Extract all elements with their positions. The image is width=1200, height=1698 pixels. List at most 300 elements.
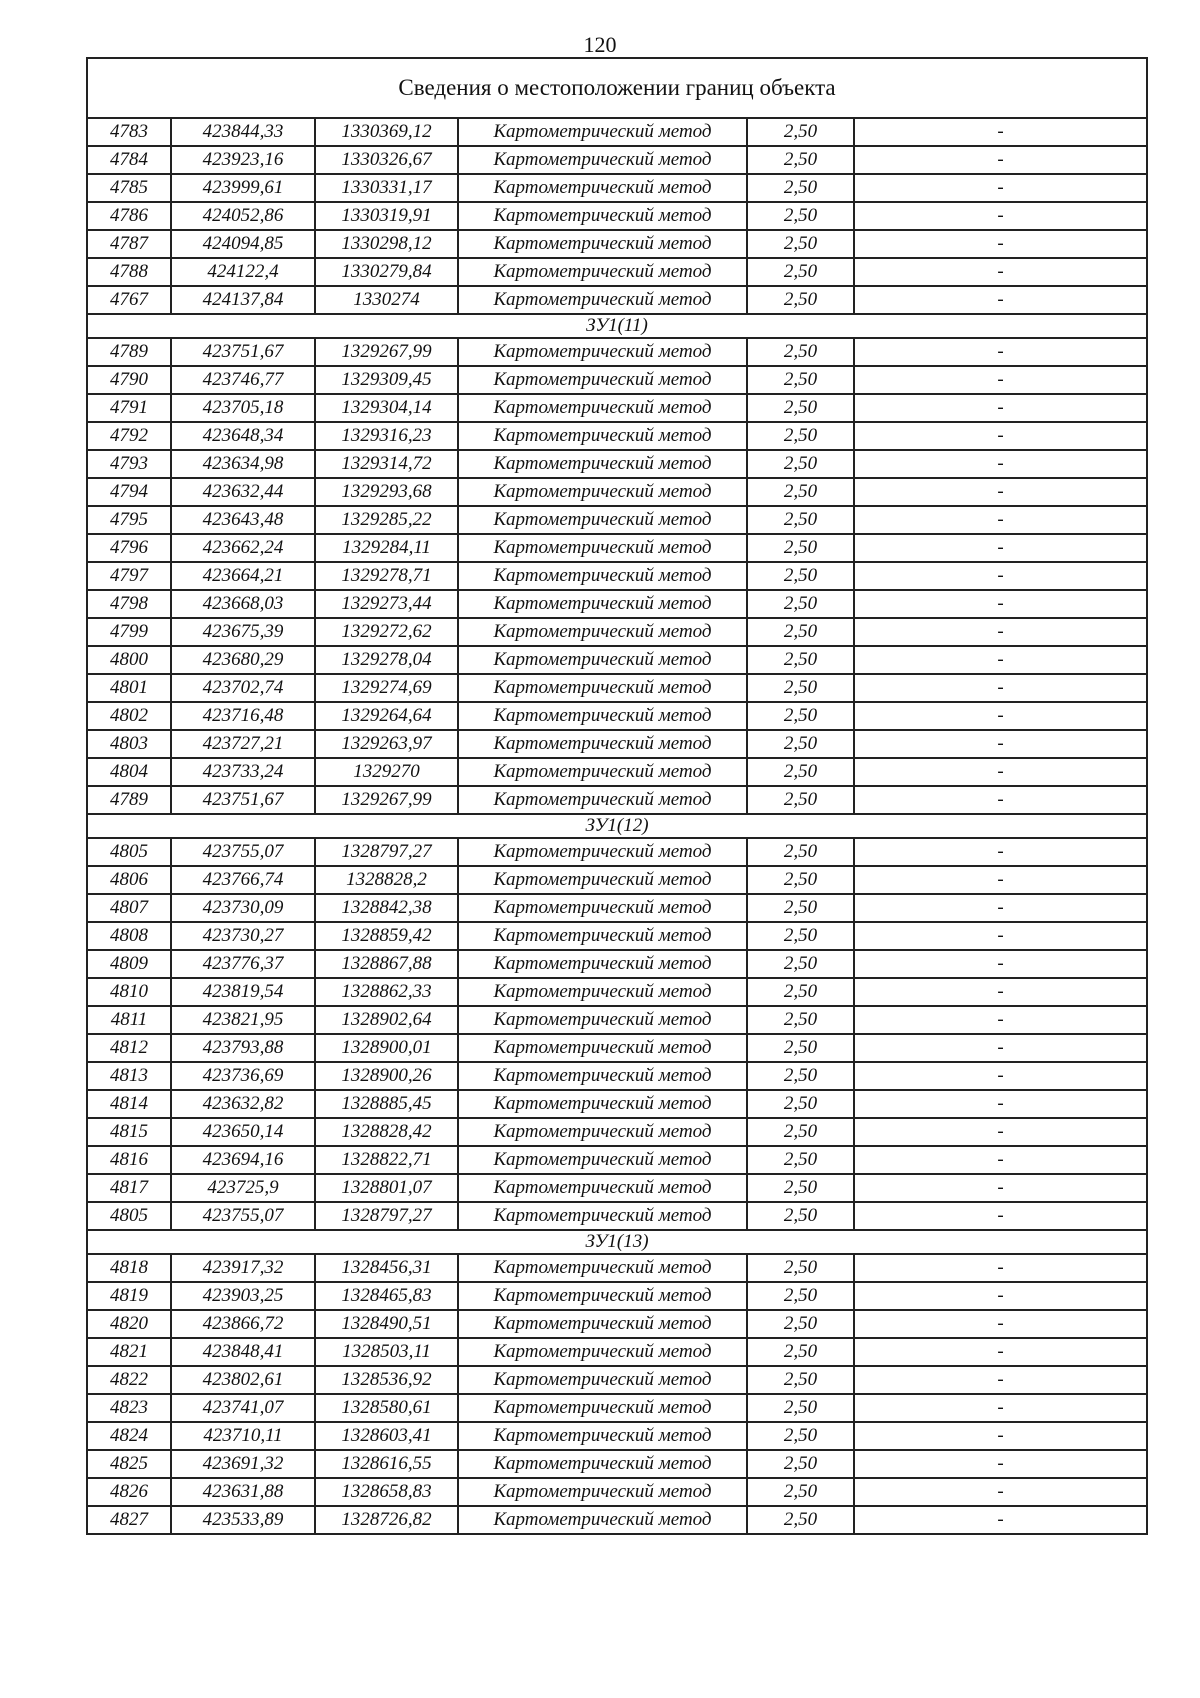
- accuracy-cell: 2,50: [747, 394, 854, 422]
- accuracy-cell: 2,50: [747, 866, 854, 894]
- x-coordinate-cell: 423866,72: [171, 1310, 315, 1338]
- method-cell: Картометрический метод: [458, 1338, 747, 1366]
- y-coordinate-cell: 1330326,67: [315, 146, 458, 174]
- method-cell: Картометрический метод: [458, 1034, 747, 1062]
- y-coordinate-cell: 1328490,51: [315, 1310, 458, 1338]
- x-coordinate-cell: 423746,77: [171, 366, 315, 394]
- table-row: [87, 202, 1147, 230]
- table-row: [87, 978, 1147, 1006]
- accuracy-cell: 2,50: [747, 1366, 854, 1394]
- method-cell: Картометрический метод: [458, 1506, 747, 1534]
- table-row: [87, 366, 1147, 394]
- y-coordinate-cell: 1328801,07: [315, 1174, 458, 1202]
- description-cell: -: [854, 394, 1147, 422]
- accuracy-cell: 2,50: [747, 366, 854, 394]
- point-number-cell: 4805: [87, 1202, 171, 1230]
- description-cell: -: [854, 1450, 1147, 1478]
- method-cell: Картометрический метод: [458, 950, 747, 978]
- table-row: [87, 422, 1147, 450]
- y-coordinate-cell: 1328726,82: [315, 1506, 458, 1534]
- point-number-cell: 4808: [87, 922, 171, 950]
- table-row: [87, 758, 1147, 786]
- table-row: [87, 258, 1147, 286]
- accuracy-cell: 2,50: [747, 758, 854, 786]
- y-coordinate-cell: 1330279,84: [315, 258, 458, 286]
- x-coordinate-cell: 423848,41: [171, 1338, 315, 1366]
- method-cell: Картометрический метод: [458, 646, 747, 674]
- description-cell: -: [854, 286, 1147, 314]
- x-coordinate-cell: 423675,39: [171, 618, 315, 646]
- accuracy-cell: 2,50: [747, 1450, 854, 1478]
- y-coordinate-cell: 1328867,88: [315, 950, 458, 978]
- table-row: [87, 730, 1147, 758]
- method-cell: Картометрический метод: [458, 174, 747, 202]
- point-number-cell: 4805: [87, 838, 171, 866]
- method-cell: Картометрический метод: [458, 1090, 747, 1118]
- point-number-cell: 4799: [87, 618, 171, 646]
- table-row: [87, 534, 1147, 562]
- table-row: [87, 1034, 1147, 1062]
- section-header-row: [87, 314, 1147, 338]
- x-coordinate-cell: 423999,61: [171, 174, 315, 202]
- x-coordinate-cell: 423751,67: [171, 786, 315, 814]
- method-cell: Картометрический метод: [458, 1422, 747, 1450]
- y-coordinate-cell: 1329284,11: [315, 534, 458, 562]
- table-row: [87, 174, 1147, 202]
- y-coordinate-cell: 1329267,99: [315, 338, 458, 366]
- description-cell: -: [854, 1310, 1147, 1338]
- table-row: [87, 1366, 1147, 1394]
- x-coordinate-cell: 423716,48: [171, 702, 315, 730]
- accuracy-cell: 2,50: [747, 146, 854, 174]
- accuracy-cell: 2,50: [747, 674, 854, 702]
- point-number-cell: 4820: [87, 1310, 171, 1338]
- x-coordinate-cell: 423730,27: [171, 922, 315, 950]
- y-coordinate-cell: 1330319,91: [315, 202, 458, 230]
- point-number-cell: 4800: [87, 646, 171, 674]
- table-row: [87, 618, 1147, 646]
- table-row: [87, 1006, 1147, 1034]
- x-coordinate-cell: 424094,85: [171, 230, 315, 258]
- y-coordinate-cell: 1329309,45: [315, 366, 458, 394]
- point-number-cell: 4804: [87, 758, 171, 786]
- accuracy-cell: 2,50: [747, 1006, 854, 1034]
- description-cell: -: [854, 230, 1147, 258]
- y-coordinate-cell: 1328797,27: [315, 1202, 458, 1230]
- point-number-cell: 4814: [87, 1090, 171, 1118]
- accuracy-cell: 2,50: [747, 1254, 854, 1282]
- boundary-table-container: [86, 57, 1146, 1535]
- table-row: [87, 1062, 1147, 1090]
- accuracy-cell: 2,50: [747, 338, 854, 366]
- description-cell: -: [854, 1254, 1147, 1282]
- y-coordinate-cell: 1328859,42: [315, 922, 458, 950]
- point-number-cell: 4815: [87, 1118, 171, 1146]
- accuracy-cell: 2,50: [747, 1478, 854, 1506]
- point-number-cell: 4801: [87, 674, 171, 702]
- table-row: [87, 1394, 1147, 1422]
- method-cell: Картометрический метод: [458, 1146, 747, 1174]
- x-coordinate-cell: 424137,84: [171, 286, 315, 314]
- method-cell: Картометрический метод: [458, 1450, 747, 1478]
- method-cell: Картометрический метод: [458, 838, 747, 866]
- point-number-cell: 4789: [87, 338, 171, 366]
- point-number-cell: 4797: [87, 562, 171, 590]
- method-cell: Картометрический метод: [458, 506, 747, 534]
- point-number-cell: 4783: [87, 118, 171, 146]
- point-number-cell: 4816: [87, 1146, 171, 1174]
- point-number-cell: 4793: [87, 450, 171, 478]
- method-cell: Картометрический метод: [458, 618, 747, 646]
- x-coordinate-cell: 423819,54: [171, 978, 315, 1006]
- point-number-cell: 4788: [87, 258, 171, 286]
- table-row: [87, 1338, 1147, 1366]
- accuracy-cell: 2,50: [747, 1118, 854, 1146]
- table-row: [87, 1422, 1147, 1450]
- table-row: [87, 1118, 1147, 1146]
- description-cell: -: [854, 786, 1147, 814]
- method-cell: Картометрический метод: [458, 422, 747, 450]
- x-coordinate-cell: 423694,16: [171, 1146, 315, 1174]
- x-coordinate-cell: 423766,74: [171, 866, 315, 894]
- point-number-cell: 4802: [87, 702, 171, 730]
- description-cell: -: [854, 978, 1147, 1006]
- y-coordinate-cell: 1329278,04: [315, 646, 458, 674]
- method-cell: Картометрический метод: [458, 202, 747, 230]
- accuracy-cell: 2,50: [747, 1338, 854, 1366]
- description-cell: -: [854, 894, 1147, 922]
- table-row: [87, 1450, 1147, 1478]
- accuracy-cell: 2,50: [747, 1174, 854, 1202]
- y-coordinate-cell: 1329263,97: [315, 730, 458, 758]
- accuracy-cell: 2,50: [747, 258, 854, 286]
- description-cell: -: [854, 1478, 1147, 1506]
- y-coordinate-cell: 1328842,38: [315, 894, 458, 922]
- description-cell: -: [854, 1282, 1147, 1310]
- table-row: [87, 118, 1147, 146]
- accuracy-cell: 2,50: [747, 1202, 854, 1230]
- method-cell: Картометрический метод: [458, 758, 747, 786]
- method-cell: Картометрический метод: [458, 730, 747, 758]
- table-row: [87, 590, 1147, 618]
- accuracy-cell: 2,50: [747, 786, 854, 814]
- point-number-cell: 4818: [87, 1254, 171, 1282]
- point-number-cell: 4813: [87, 1062, 171, 1090]
- accuracy-cell: 2,50: [747, 506, 854, 534]
- method-cell: Картометрический метод: [458, 922, 747, 950]
- page-number: 120: [583, 32, 617, 57]
- section-header-row: [87, 1230, 1147, 1254]
- table-row: [87, 866, 1147, 894]
- y-coordinate-cell: 1328828,2: [315, 866, 458, 894]
- accuracy-cell: 2,50: [747, 1310, 854, 1338]
- table-row: [87, 286, 1147, 314]
- description-cell: -: [854, 1366, 1147, 1394]
- x-coordinate-cell: 423533,89: [171, 1506, 315, 1534]
- y-coordinate-cell: 1329278,71: [315, 562, 458, 590]
- boundary-table: [86, 57, 1148, 1535]
- method-cell: Картометрический метод: [458, 534, 747, 562]
- x-coordinate-cell: 423680,29: [171, 646, 315, 674]
- method-cell: Картометрический метод: [458, 786, 747, 814]
- y-coordinate-cell: 1328603,41: [315, 1422, 458, 1450]
- y-coordinate-cell: 1328797,27: [315, 838, 458, 866]
- table-row: [87, 450, 1147, 478]
- point-number-cell: 4821: [87, 1338, 171, 1366]
- description-cell: -: [854, 338, 1147, 366]
- point-number-cell: 4798: [87, 590, 171, 618]
- y-coordinate-cell: 1328900,26: [315, 1062, 458, 1090]
- method-cell: Картометрический метод: [458, 894, 747, 922]
- section-header-row: [87, 814, 1147, 838]
- point-number-cell: 4811: [87, 1006, 171, 1034]
- table-row: [87, 646, 1147, 674]
- accuracy-cell: 2,50: [747, 702, 854, 730]
- table-row: [87, 838, 1147, 866]
- x-coordinate-cell: 423634,98: [171, 450, 315, 478]
- section-label: ЗУ1(12): [87, 814, 1147, 838]
- accuracy-cell: 2,50: [747, 1090, 854, 1118]
- method-cell: Картометрический метод: [458, 366, 747, 394]
- y-coordinate-cell: 1328536,92: [315, 1366, 458, 1394]
- description-cell: -: [854, 258, 1147, 286]
- point-number-cell: 4795: [87, 506, 171, 534]
- y-coordinate-cell: 1328456,31: [315, 1254, 458, 1282]
- table-row: [87, 786, 1147, 814]
- point-number-cell: 4817: [87, 1174, 171, 1202]
- x-coordinate-cell: 423643,48: [171, 506, 315, 534]
- description-cell: -: [854, 1422, 1147, 1450]
- method-cell: Картометрический метод: [458, 1282, 747, 1310]
- description-cell: -: [854, 922, 1147, 950]
- y-coordinate-cell: 1328828,42: [315, 1118, 458, 1146]
- method-cell: Картометрический метод: [458, 1062, 747, 1090]
- point-number-cell: 4785: [87, 174, 171, 202]
- x-coordinate-cell: 423632,82: [171, 1090, 315, 1118]
- x-coordinate-cell: 423844,33: [171, 118, 315, 146]
- x-coordinate-cell: 423730,09: [171, 894, 315, 922]
- x-coordinate-cell: 423705,18: [171, 394, 315, 422]
- x-coordinate-cell: 423755,07: [171, 1202, 315, 1230]
- y-coordinate-cell: 1329264,64: [315, 702, 458, 730]
- description-cell: -: [854, 534, 1147, 562]
- accuracy-cell: 2,50: [747, 422, 854, 450]
- table-row: [87, 674, 1147, 702]
- y-coordinate-cell: 1328580,61: [315, 1394, 458, 1422]
- y-coordinate-cell: 1329316,23: [315, 422, 458, 450]
- x-coordinate-cell: 423903,25: [171, 1282, 315, 1310]
- x-coordinate-cell: 424122,4: [171, 258, 315, 286]
- accuracy-cell: 2,50: [747, 838, 854, 866]
- point-number-cell: 4807: [87, 894, 171, 922]
- table-row: [87, 338, 1147, 366]
- y-coordinate-cell: 1328885,45: [315, 1090, 458, 1118]
- point-number-cell: 4794: [87, 478, 171, 506]
- accuracy-cell: 2,50: [747, 450, 854, 478]
- x-coordinate-cell: 423736,69: [171, 1062, 315, 1090]
- y-coordinate-cell: 1329274,69: [315, 674, 458, 702]
- method-cell: Картометрический метод: [458, 1202, 747, 1230]
- description-cell: -: [854, 1062, 1147, 1090]
- description-cell: -: [854, 506, 1147, 534]
- method-cell: Картометрический метод: [458, 230, 747, 258]
- table-title: Сведения о местоположении границ объекта: [87, 58, 1147, 118]
- y-coordinate-cell: 1329270: [315, 758, 458, 786]
- accuracy-cell: 2,50: [747, 286, 854, 314]
- table-row: [87, 1282, 1147, 1310]
- x-coordinate-cell: 423917,32: [171, 1254, 315, 1282]
- x-coordinate-cell: 423631,88: [171, 1478, 315, 1506]
- method-cell: Картометрический метод: [458, 118, 747, 146]
- point-number-cell: 4791: [87, 394, 171, 422]
- y-coordinate-cell: 1328822,71: [315, 1146, 458, 1174]
- point-number-cell: 4792: [87, 422, 171, 450]
- method-cell: Картометрический метод: [458, 286, 747, 314]
- accuracy-cell: 2,50: [747, 618, 854, 646]
- y-coordinate-cell: 1329285,22: [315, 506, 458, 534]
- accuracy-cell: 2,50: [747, 202, 854, 230]
- description-cell: -: [854, 146, 1147, 174]
- accuracy-cell: 2,50: [747, 1506, 854, 1534]
- method-cell: Картометрический метод: [458, 478, 747, 506]
- accuracy-cell: 2,50: [747, 1062, 854, 1090]
- y-coordinate-cell: 1328503,11: [315, 1338, 458, 1366]
- point-number-cell: 4819: [87, 1282, 171, 1310]
- y-coordinate-cell: 1328465,83: [315, 1282, 458, 1310]
- x-coordinate-cell: 423725,9: [171, 1174, 315, 1202]
- point-number-cell: 4806: [87, 866, 171, 894]
- accuracy-cell: 2,50: [747, 646, 854, 674]
- accuracy-cell: 2,50: [747, 922, 854, 950]
- table-row: [87, 950, 1147, 978]
- accuracy-cell: 2,50: [747, 562, 854, 590]
- description-cell: -: [854, 674, 1147, 702]
- accuracy-cell: 2,50: [747, 1394, 854, 1422]
- accuracy-cell: 2,50: [747, 950, 854, 978]
- y-coordinate-cell: 1330298,12: [315, 230, 458, 258]
- table-row: [87, 894, 1147, 922]
- x-coordinate-cell: 423793,88: [171, 1034, 315, 1062]
- description-cell: -: [854, 1202, 1147, 1230]
- method-cell: Картометрический метод: [458, 1118, 747, 1146]
- description-cell: -: [854, 1090, 1147, 1118]
- description-cell: -: [854, 866, 1147, 894]
- point-number-cell: 4826: [87, 1478, 171, 1506]
- accuracy-cell: 2,50: [747, 118, 854, 146]
- method-cell: Картометрический метод: [458, 1394, 747, 1422]
- description-cell: -: [854, 646, 1147, 674]
- description-cell: -: [854, 562, 1147, 590]
- x-coordinate-cell: 423650,14: [171, 1118, 315, 1146]
- table-row: [87, 562, 1147, 590]
- method-cell: Картометрический метод: [458, 978, 747, 1006]
- y-coordinate-cell: 1329314,72: [315, 450, 458, 478]
- point-number-cell: 4787: [87, 230, 171, 258]
- description-cell: -: [854, 478, 1147, 506]
- method-cell: Картометрический метод: [458, 866, 747, 894]
- point-number-cell: 4789: [87, 786, 171, 814]
- accuracy-cell: 2,50: [747, 230, 854, 258]
- x-coordinate-cell: 423664,21: [171, 562, 315, 590]
- method-cell: Картометрический метод: [458, 674, 747, 702]
- method-cell: Картометрический метод: [458, 1254, 747, 1282]
- method-cell: Картометрический метод: [458, 450, 747, 478]
- table-row: [87, 1506, 1147, 1534]
- point-number-cell: 4822: [87, 1366, 171, 1394]
- table-row: [87, 1202, 1147, 1230]
- y-coordinate-cell: 1330331,17: [315, 174, 458, 202]
- description-cell: -: [854, 422, 1147, 450]
- accuracy-cell: 2,50: [747, 894, 854, 922]
- table-row: [87, 702, 1147, 730]
- description-cell: -: [854, 1146, 1147, 1174]
- point-number-cell: 4827: [87, 1506, 171, 1534]
- description-cell: -: [854, 1006, 1147, 1034]
- x-coordinate-cell: 423648,34: [171, 422, 315, 450]
- point-number-cell: 4786: [87, 202, 171, 230]
- table-row: [87, 506, 1147, 534]
- table-row: [87, 478, 1147, 506]
- method-cell: Картометрический метод: [458, 1006, 747, 1034]
- x-coordinate-cell: 423710,11: [171, 1422, 315, 1450]
- description-cell: -: [854, 702, 1147, 730]
- point-number-cell: 4809: [87, 950, 171, 978]
- x-coordinate-cell: 423776,37: [171, 950, 315, 978]
- method-cell: Картометрический метод: [458, 590, 747, 618]
- point-number-cell: 4803: [87, 730, 171, 758]
- y-coordinate-cell: 1328862,33: [315, 978, 458, 1006]
- description-cell: -: [854, 202, 1147, 230]
- y-coordinate-cell: 1330274: [315, 286, 458, 314]
- x-coordinate-cell: 423727,21: [171, 730, 315, 758]
- description-cell: -: [854, 730, 1147, 758]
- method-cell: Картометрический метод: [458, 1310, 747, 1338]
- description-cell: -: [854, 1506, 1147, 1534]
- y-coordinate-cell: 1328616,55: [315, 1450, 458, 1478]
- point-number-cell: 4825: [87, 1450, 171, 1478]
- x-coordinate-cell: 423741,07: [171, 1394, 315, 1422]
- table-row: [87, 394, 1147, 422]
- point-number-cell: 4824: [87, 1422, 171, 1450]
- description-cell: -: [854, 450, 1147, 478]
- y-coordinate-cell: 1330369,12: [315, 118, 458, 146]
- point-number-cell: 4790: [87, 366, 171, 394]
- point-number-cell: 4784: [87, 146, 171, 174]
- x-coordinate-cell: 423733,24: [171, 758, 315, 786]
- description-cell: -: [854, 1338, 1147, 1366]
- accuracy-cell: 2,50: [747, 1282, 854, 1310]
- accuracy-cell: 2,50: [747, 174, 854, 202]
- method-cell: Картометрический метод: [458, 146, 747, 174]
- method-cell: Картометрический метод: [458, 394, 747, 422]
- table-row: [87, 1310, 1147, 1338]
- description-cell: -: [854, 1394, 1147, 1422]
- accuracy-cell: 2,50: [747, 478, 854, 506]
- description-cell: -: [854, 758, 1147, 786]
- section-label: ЗУ1(13): [87, 1230, 1147, 1254]
- description-cell: -: [854, 618, 1147, 646]
- section-label: ЗУ1(11): [87, 314, 1147, 338]
- table-row: [87, 146, 1147, 174]
- y-coordinate-cell: 1329267,99: [315, 786, 458, 814]
- y-coordinate-cell: 1328902,64: [315, 1006, 458, 1034]
- y-coordinate-cell: 1329304,14: [315, 394, 458, 422]
- point-number-cell: 4823: [87, 1394, 171, 1422]
- y-coordinate-cell: 1329272,62: [315, 618, 458, 646]
- table-row: [87, 1254, 1147, 1282]
- point-number-cell: 4796: [87, 534, 171, 562]
- y-coordinate-cell: 1328658,83: [315, 1478, 458, 1506]
